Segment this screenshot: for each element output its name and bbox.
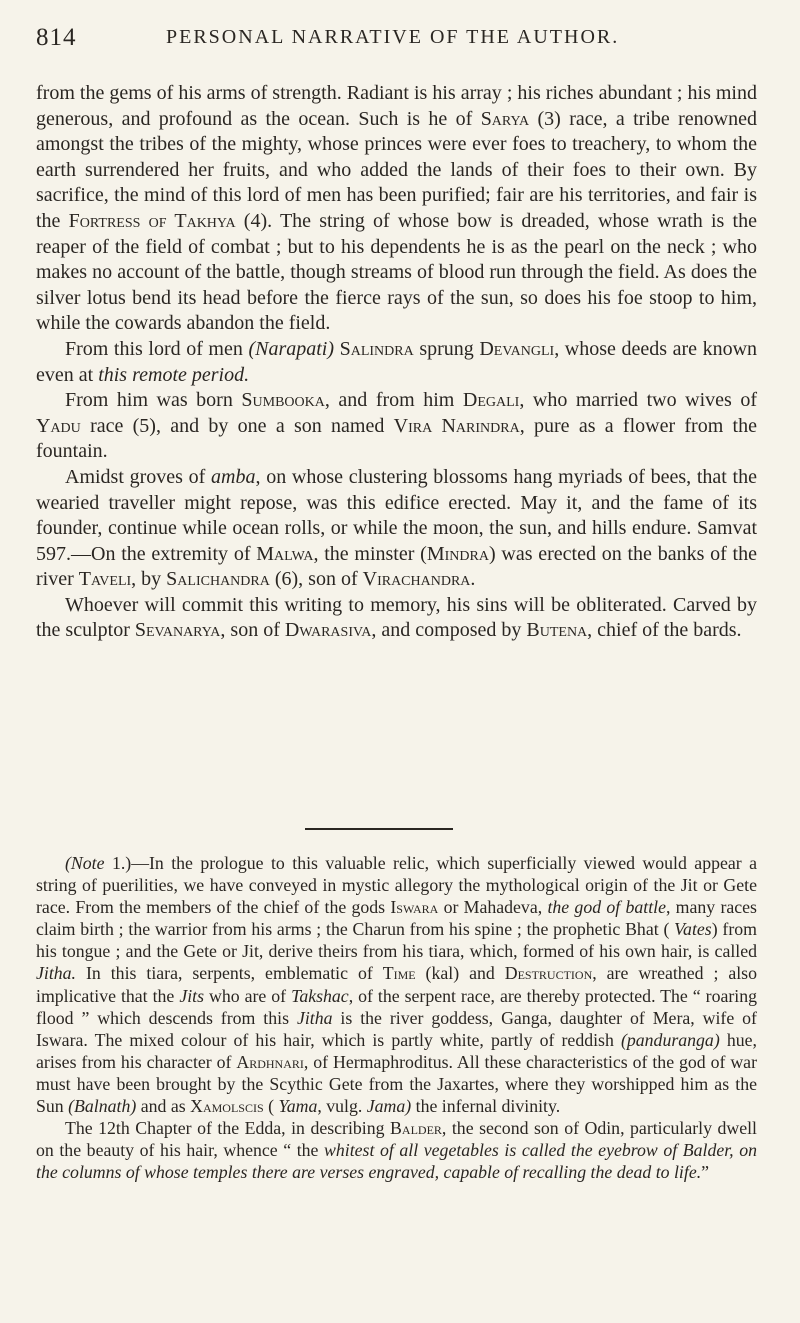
note-2: The 12th Chapter of the Edda, in describing Balder, the second son of Odin, particularly dwell on the beauty of his hair, whence “ the whitest of all vegetables is called the eyebrow of Balder, on the columns of whose temples there are verses engraved, capable of recalling the dead to life.”: [36, 1118, 757, 1183]
paragraph-amba: Amidst groves of amba, on whose clustering blossoms hang myriads of bees, that the wearied traveller might repose, was this edifice erected. May it, and the fame of its founder, continue while ocean rolls, or while the moon, the sun, and hills endure. Samvat 597.—On the extremity of Malwa, the minster (Mindra) was erected on the banks of the river Taveli, by Salichandra (6), son of Virachandra.: [36, 465, 757, 591]
paragraph-whoever: Whoever will commit this writing to memory, his sins will be obliterated. Carved by the sculptor Sevanarya, son of Dwarasiva, and composed by Butena, chief of the bards.: [36, 593, 757, 642]
page-number: 814: [36, 24, 77, 51]
page-header: [36, 24, 764, 54]
paragraph-narapati: From this lord of men (Narapati) Salindra sprung Devangli, whose deeds are known even at this remote period.: [36, 337, 758, 386]
note-1: (Note 1.)—In the prologue to this valuable relic, which superficially viewed would appear a string of puerilities, we have conveyed in mystic allegory the mythological origin of the Jit or Gete race. From the members of the chief of the gods Iswara or Mahadeva, the god of battle, many races claim birth ; the warrior from his arms ; the Charun from his spine ; the prophetic Bhat ( Vates) from his tongue ; and the Gete or Jit, derive theirs from his tiara, which, formed of his own hair, is called Jitha. In this tiara, serpents, emblematic of Time (kal) and Destruction, are wreathed ; also implicative that the Jits who are of Takshac, of the serpent race, are thereby protected. The “ roaring flood ” which descends from this Jitha is the river goddess, Ganga, daughter of Mera, wife of Iswara. The mixed colour of his hair, which is partly white, partly of reddish (panduranga) hue, arises from his character of Ardhnari, of Hermaphroditus. All these characteristics of the god of war must have been brought by the Scythic Gete from the Jaxartes, where they worshipped him as the Sun (Balnath) and as Xamolscis ( Yama, vulg. Jama) the infernal divinity.: [36, 853, 758, 1117]
running-head: PERSONAL NARRATIVE OF THE AUTHOR.: [166, 26, 620, 48]
paragraph-sarya: from the gems of his arms of strength. Radiant is his array ; his riches abundant ; his mind generous, and profound as the ocean. Such is he of Sarya (3) race, a tribe renowned amongst the tribes of the mighty, whose princes were ever foes to treachery, to whom the earth surrendered her fruits, and who added the lands of their foes to their own. By sacrifice, the mind of this lord of men has been purified; fair are his territories, and fair is the Fortress of Takhya (4). The string of whose bow is dreaded, whose wrath is the reaper of the field of combat ; but to his dependents he is as the pearl on the neck ; who makes no account of the battle, though streams of blood run through the field. As does the silver lotus bend its head before the fierce rays of the sun, so does his foe stoop to him, while the cowards abandon the field.: [36, 82, 757, 335]
footnotes: [36, 852, 757, 1183]
main-text: [36, 81, 757, 644]
paragraph-sumbooka: From him was born Sumbooka, and from him Degali, who married two wives of Yadu race (5), and by one a son named Vira Narindra, pure as a flower from the fountain.: [36, 389, 758, 463]
section-divider: [305, 828, 453, 830]
